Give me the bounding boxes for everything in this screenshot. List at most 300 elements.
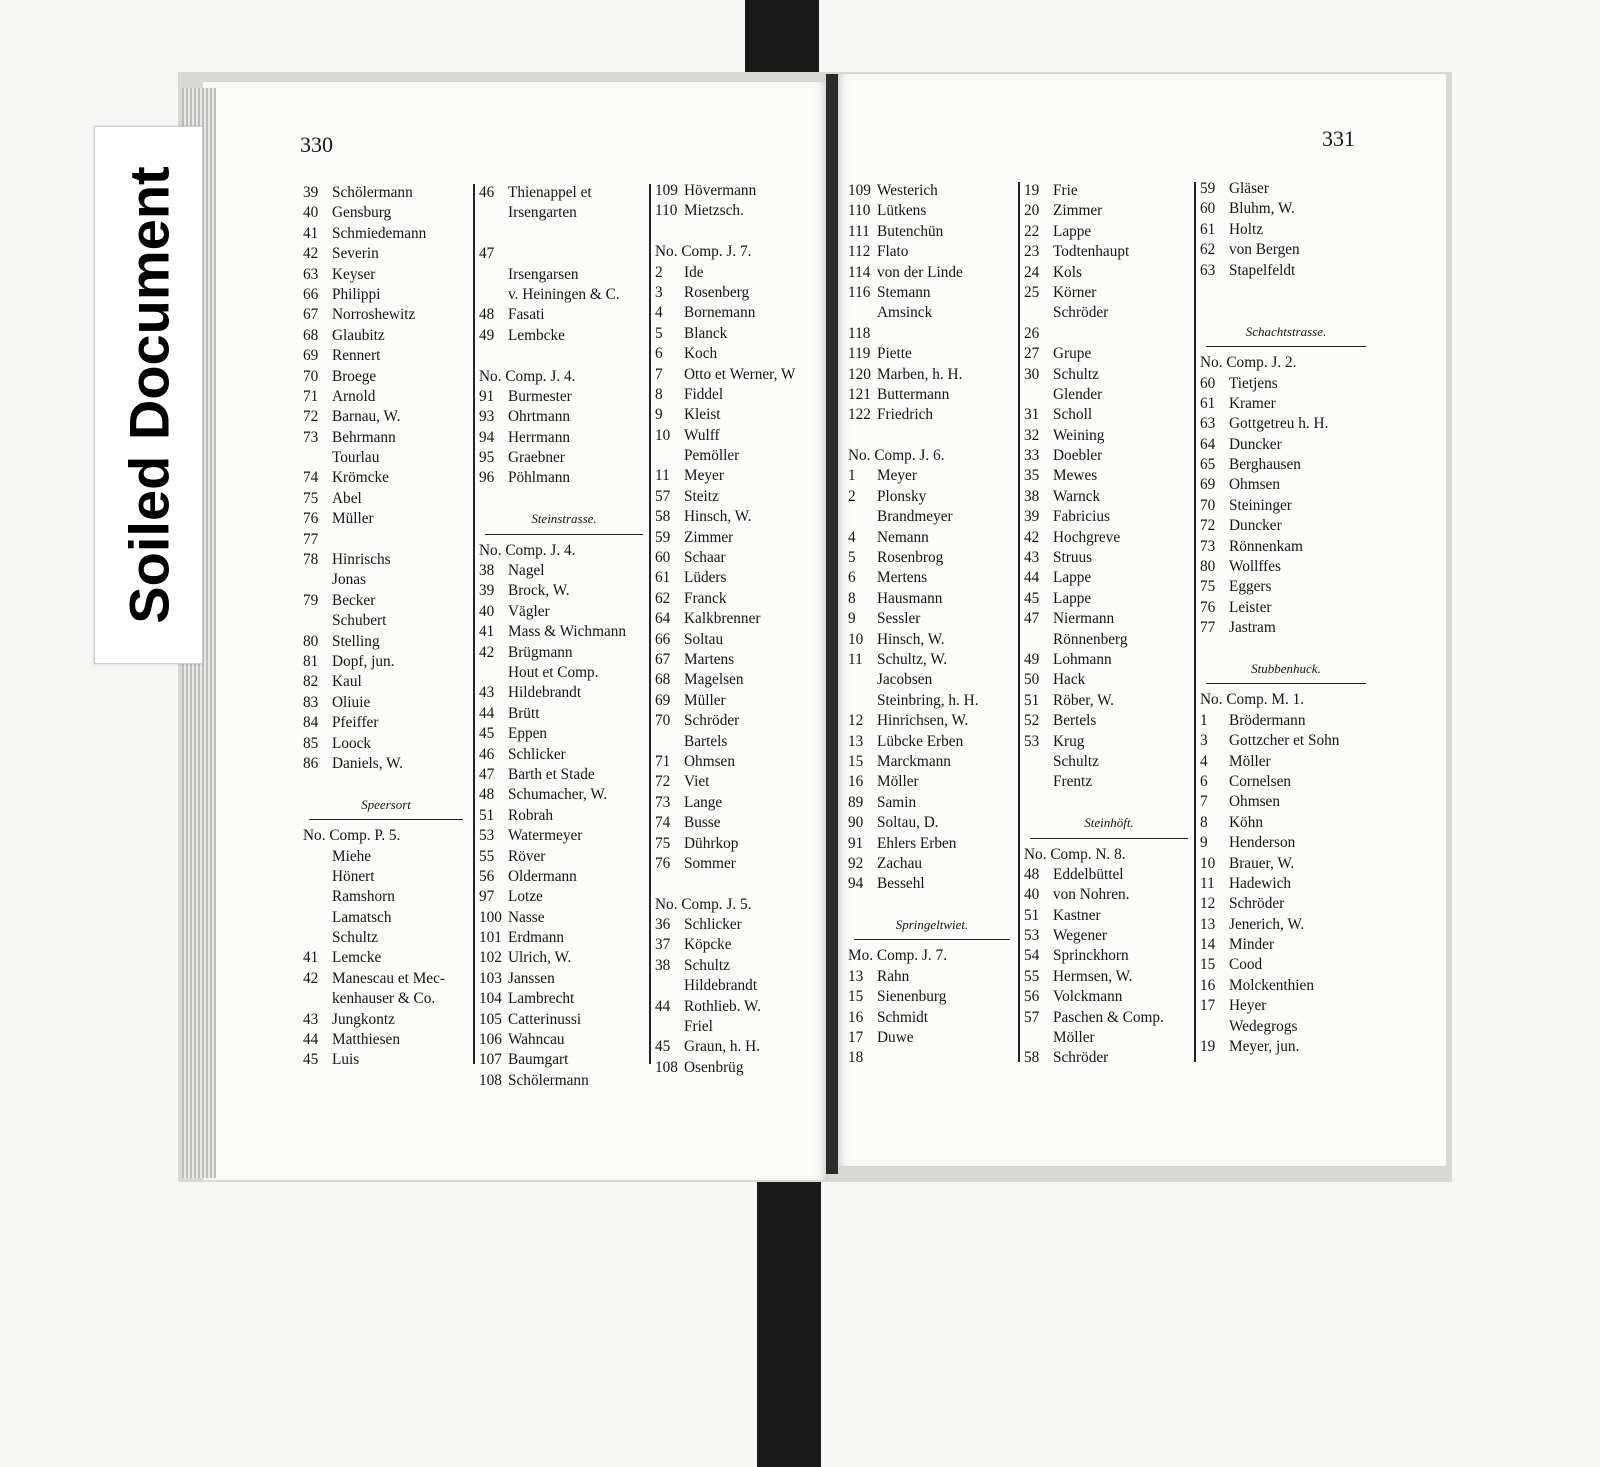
resident-name: Lappe — [1053, 589, 1092, 607]
house-number: 25 — [1024, 283, 1040, 301]
house-number: 81 — [303, 652, 319, 670]
house-number: 13 — [1200, 915, 1216, 933]
directory-entry — [479, 663, 649, 683]
house-number: 80 — [1200, 558, 1216, 576]
resident-name: Barnau, W. — [332, 408, 401, 426]
directory-entry — [1200, 618, 1372, 638]
resident-name: Meyer — [877, 467, 917, 485]
directory-entry — [1024, 446, 1194, 466]
resident-name: Philippi — [332, 285, 381, 303]
directory-entry — [1024, 589, 1194, 609]
directory-entry — [1024, 650, 1194, 670]
blank-line — [848, 895, 1016, 915]
blank-line — [1200, 639, 1372, 659]
house-number: 10 — [1200, 854, 1216, 872]
resident-name: Martens — [684, 650, 735, 668]
directory-entry — [848, 874, 1016, 894]
house-number: 31 — [1024, 406, 1040, 424]
directory-entry — [303, 1010, 469, 1030]
company-header: No. Comp. J. 5. — [655, 895, 752, 913]
resident-name: Kastner — [1053, 906, 1101, 924]
resident-name: Hout et Comp. — [508, 663, 599, 681]
section-rule — [1030, 838, 1188, 839]
resident-name: Stemann — [877, 283, 931, 301]
house-number: 39 — [1024, 508, 1040, 526]
directory-entry — [1200, 414, 1372, 434]
resident-name: Hildebrandt — [684, 977, 758, 995]
house-number: 69 — [303, 347, 319, 365]
resident-name: Warnck — [1053, 487, 1101, 505]
resident-name: Jungkontz — [332, 1010, 395, 1028]
resident-name: Eddelbüttel — [1053, 865, 1124, 883]
house-number: 71 — [655, 752, 671, 770]
house-number: 108 — [479, 1071, 502, 1089]
directory-entry — [1024, 691, 1194, 711]
directory-entry — [655, 263, 823, 283]
directory-entry — [303, 928, 469, 948]
section-rule — [1206, 683, 1366, 684]
directory-entry — [1200, 894, 1372, 914]
resident-name: Sommer — [684, 854, 736, 872]
directory-entry — [303, 948, 469, 968]
house-number: 85 — [303, 734, 319, 752]
resident-name: Struus — [1053, 549, 1093, 567]
house-number: 51 — [479, 806, 495, 824]
column-divider — [473, 184, 475, 1064]
house-number: 11 — [655, 467, 670, 485]
blank-line — [479, 489, 649, 509]
resident-name: Hinrichsen, W. — [877, 712, 969, 730]
directory-entry — [1200, 537, 1372, 557]
directory-entry — [303, 407, 469, 427]
directory-entry — [479, 387, 649, 407]
directory-entry — [303, 285, 469, 305]
resident-name: Schröder — [684, 712, 740, 730]
directory-entry — [655, 630, 823, 650]
resident-name: Soltau — [684, 630, 724, 648]
resident-name: Burmester — [508, 387, 572, 405]
house-number: 64 — [1200, 435, 1216, 453]
house-number: 51 — [1024, 906, 1040, 924]
resident-name: Berghausen — [1229, 456, 1301, 474]
directory-entry — [848, 365, 1016, 385]
directory-entry — [1200, 833, 1372, 853]
directory-entry — [848, 711, 1016, 731]
directory-entry — [655, 466, 823, 486]
house-number: 26 — [1024, 324, 1040, 342]
resident-name: Bertels — [1053, 712, 1097, 730]
house-number: 8 — [1200, 813, 1208, 831]
resident-name: Lütkens — [877, 202, 927, 220]
house-number: 118 — [848, 324, 871, 342]
resident-name: Krug — [1053, 732, 1085, 750]
house-number: 66 — [655, 630, 671, 648]
house-number: 43 — [1024, 549, 1040, 567]
house-number: 16 — [848, 1008, 864, 1026]
house-number: 48 — [1024, 865, 1040, 883]
directory-entry — [303, 1030, 469, 1050]
house-number: 74 — [655, 814, 671, 832]
house-number: 22 — [1024, 222, 1040, 240]
resident-name: Becker — [332, 591, 376, 609]
house-number: 73 — [1200, 537, 1216, 555]
directory-entry — [1024, 426, 1194, 446]
resident-name: Hildebrandt — [508, 684, 582, 702]
house-number: 75 — [1200, 578, 1216, 596]
resident-name: Schröder — [1229, 895, 1285, 913]
resident-name: Jastram — [1229, 619, 1276, 637]
directory-entry — [655, 813, 823, 833]
directory-entry — [303, 908, 469, 928]
house-number: 96 — [479, 469, 495, 487]
house-number: 14 — [1200, 936, 1216, 954]
directory-entry — [479, 407, 649, 427]
directory-entry — [655, 793, 823, 813]
directory-entry — [303, 509, 469, 529]
directory-entry — [1024, 365, 1194, 385]
resident-name: Molckenthien — [1229, 976, 1314, 994]
resident-name: Eppen — [508, 725, 548, 743]
resident-name: Brauer, W. — [1229, 854, 1295, 872]
soiled-document-label-text: Soiled Document — [117, 166, 180, 624]
resident-name: Magelsen — [684, 671, 744, 689]
directory-entry — [479, 561, 649, 581]
directory-entry — [479, 203, 649, 223]
directory-entry — [479, 1010, 649, 1030]
directory-entry — [303, 867, 469, 887]
page-number-right: 331 — [1322, 126, 1355, 151]
house-number: 70 — [655, 712, 671, 730]
house-number: 9 — [1200, 834, 1208, 852]
house-number: 3 — [655, 283, 663, 301]
house-number: 84 — [303, 714, 319, 732]
resident-name: Hinrischs — [332, 551, 391, 569]
resident-name: Rennert — [332, 347, 381, 365]
house-number: 73 — [303, 428, 319, 446]
house-number: 70 — [1200, 496, 1216, 514]
directory-entry — [1024, 1028, 1194, 1048]
house-number: 53 — [479, 827, 495, 845]
directory-entry — [848, 1028, 1016, 1048]
resident-name: Manescau et Mec- — [332, 969, 445, 987]
directory-entry — [303, 989, 469, 1009]
directory-entry — [1200, 792, 1372, 812]
resident-name: Broege — [332, 367, 377, 385]
house-number: 18 — [848, 1049, 864, 1067]
house-number: 39 — [303, 184, 319, 201]
directory-entry — [655, 201, 823, 221]
resident-name: Abel — [332, 489, 362, 507]
resident-name: Köhn — [1229, 813, 1263, 831]
resident-name: Brock, W. — [508, 582, 570, 600]
directory-entry — [303, 224, 469, 244]
house-number: 76 — [655, 854, 671, 872]
house-number: 76 — [1200, 598, 1216, 616]
resident-name: Miehe — [332, 847, 372, 865]
directory-entry — [1024, 987, 1194, 1007]
blank-line — [848, 426, 1016, 446]
directory-entry — [303, 887, 469, 907]
resident-name: Rosenberg — [684, 283, 750, 301]
resident-name: Friedrich — [877, 406, 934, 424]
directory-entry — [1024, 528, 1194, 548]
house-number: 69 — [655, 691, 671, 709]
house-number: 12 — [848, 712, 864, 730]
resident-name: Zimmer — [1053, 202, 1103, 220]
directory-entry — [848, 303, 1016, 323]
house-number: 112 — [848, 243, 871, 261]
directory-entry — [1024, 670, 1194, 690]
resident-name: Gläser — [1229, 180, 1269, 197]
company-header: No. Comp. J. 4. — [479, 541, 576, 559]
directory-entry — [1200, 1017, 1372, 1037]
house-number: 52 — [1024, 712, 1040, 730]
directory-entry — [479, 928, 649, 948]
resident-name: Hermsen, W. — [1053, 967, 1133, 985]
section-rule — [309, 819, 463, 820]
directory-entry — [1024, 344, 1194, 364]
house-number: 16 — [848, 773, 864, 791]
street-heading: Schachtstrasse. — [1245, 323, 1327, 339]
house-number: 7 — [1200, 793, 1208, 811]
directory-entry — [655, 711, 823, 731]
street-heading: Steinhöft. — [1084, 815, 1134, 831]
directory-entry — [303, 203, 469, 223]
resident-name: Mass & Wichmann — [508, 623, 627, 641]
resident-name: Schultz — [684, 956, 730, 974]
resident-name: Janssen — [508, 969, 555, 987]
house-number: 73 — [655, 793, 671, 811]
resident-name: Heyer — [1229, 997, 1267, 1015]
house-number: 32 — [1024, 426, 1040, 444]
directory-entry — [303, 713, 469, 733]
directory-entry — [479, 887, 649, 907]
resident-name: Nemann — [877, 528, 929, 546]
house-number: 62 — [655, 589, 671, 607]
resident-name: Schölermann — [508, 1071, 589, 1089]
house-number: 15 — [848, 988, 864, 1006]
house-number: 91 — [479, 387, 495, 405]
resident-name: Ohmsen — [1229, 476, 1280, 494]
company-header: No. Comp. J. 6. — [848, 447, 945, 465]
house-number: 45 — [479, 725, 495, 743]
directory-entry — [1200, 261, 1372, 281]
house-number: 35 — [1024, 467, 1040, 485]
house-number: 80 — [303, 632, 319, 650]
resident-name: Todtenhaupt — [1053, 243, 1130, 261]
blank-line — [1024, 793, 1194, 813]
house-number: 45 — [1024, 589, 1040, 607]
house-number: 37 — [655, 936, 671, 954]
resident-name: Wulff — [684, 426, 720, 444]
directory-entry — [479, 1030, 649, 1050]
house-number: 13 — [848, 732, 864, 750]
house-number: 7 — [655, 365, 663, 383]
directory-entry — [479, 622, 649, 642]
house-number: 89 — [848, 793, 864, 811]
directory-entry — [1200, 516, 1372, 536]
house-number: 46 — [479, 184, 495, 201]
directory-entry — [655, 324, 823, 344]
resident-name: Osenbrüg — [684, 1058, 744, 1076]
resident-name: Wollffes — [1229, 558, 1282, 576]
directory-entry — [1024, 283, 1194, 303]
house-number: 61 — [1200, 220, 1216, 238]
directory-entry — [479, 683, 649, 703]
house-number: 82 — [303, 673, 319, 691]
resident-name: Henderson — [1229, 834, 1296, 852]
house-number: 13 — [848, 967, 864, 985]
house-number: 97 — [479, 888, 495, 906]
resident-name: Kramer — [1229, 394, 1276, 412]
resident-name: Piette — [877, 345, 912, 363]
house-number: 103 — [479, 969, 502, 987]
company-header: No. Comp. J. 2. — [1200, 354, 1297, 372]
resident-name: Bornemann — [684, 304, 756, 322]
resident-name: Marckmann — [877, 752, 951, 770]
directory-entry — [848, 1048, 1016, 1068]
directory-entry — [1200, 220, 1372, 240]
resident-name: Schultz — [1053, 752, 1099, 770]
house-number: 33 — [1024, 447, 1040, 465]
resident-name: Glaubitz — [332, 326, 385, 344]
street-heading: Steinstrasse. — [531, 511, 597, 527]
house-number: 110 — [655, 202, 678, 220]
directory-entry — [1200, 577, 1372, 597]
resident-name: Lappe — [1053, 222, 1092, 240]
house-number: 43 — [303, 1010, 319, 1028]
house-number: 60 — [1200, 374, 1216, 392]
resident-name: Ramshorn — [332, 888, 395, 906]
directory-column-6 — [1200, 179, 1372, 1057]
resident-name: Hönert — [332, 867, 375, 885]
house-number: 53 — [1024, 732, 1040, 750]
blank-line — [655, 874, 823, 894]
directory-entry — [1200, 854, 1372, 874]
directory-entry — [1024, 324, 1194, 344]
house-number: 9 — [655, 406, 663, 424]
house-number: 116 — [848, 283, 871, 301]
directory-entry — [1024, 630, 1194, 650]
house-number: 119 — [848, 345, 871, 363]
house-number: 77 — [303, 530, 319, 548]
directory-entry — [848, 834, 1016, 854]
house-number: 56 — [479, 867, 495, 885]
directory-entry — [848, 1008, 1016, 1028]
resident-name: Thienappel et — [508, 184, 592, 201]
resident-name: Catterinussi — [508, 1010, 582, 1028]
resident-name: Pöhlmann — [508, 469, 571, 487]
resident-name: Lambrecht — [508, 990, 575, 1008]
directory-entry — [655, 854, 823, 874]
resident-name: Marben, h. H. — [877, 365, 963, 383]
house-number: 94 — [479, 428, 495, 446]
house-number: 41 — [303, 224, 319, 242]
resident-name: Erdmann — [508, 929, 565, 947]
house-number: 66 — [303, 285, 319, 303]
directory-entry — [1200, 752, 1372, 772]
street-heading: Speersort — [361, 796, 411, 812]
house-number: 68 — [655, 671, 671, 689]
resident-name: Samin — [877, 793, 917, 811]
resident-name: Hochgreve — [1053, 528, 1121, 546]
directory-entry — [479, 326, 649, 346]
section-rule — [854, 939, 1010, 940]
house-number: 48 — [479, 306, 495, 324]
house-number: 93 — [479, 408, 495, 426]
resident-name: Jonas — [332, 571, 366, 589]
house-number: 60 — [655, 549, 671, 567]
directory-entry — [655, 1017, 823, 1037]
company-header: No. Comp. J. 4. — [479, 367, 576, 385]
house-number: 56 — [1024, 988, 1040, 1006]
resident-name: Oliuie — [332, 693, 371, 711]
resident-name: Brügmann — [508, 643, 573, 661]
house-number: 6 — [655, 345, 663, 363]
house-number: 51 — [1024, 691, 1040, 709]
resident-name: Sienenburg — [877, 988, 947, 1006]
directory-entry — [303, 448, 469, 468]
directory-column-2 — [479, 183, 649, 1091]
house-number: 38 — [479, 562, 495, 580]
directory-entry — [1024, 222, 1194, 242]
street-heading: Springeltwiet. — [895, 917, 969, 933]
resident-name: Stelling — [332, 632, 380, 650]
resident-name: Röber, W. — [1053, 691, 1115, 709]
house-number: 91 — [848, 834, 864, 852]
house-number: 2 — [848, 487, 856, 505]
house-number: 67 — [655, 650, 671, 668]
house-number: 100 — [479, 908, 502, 926]
directory-entry — [848, 548, 1016, 568]
column-divider — [1194, 182, 1196, 1062]
directory-entry — [848, 813, 1016, 833]
house-number: 36 — [655, 916, 671, 934]
directory-entry — [1024, 548, 1194, 568]
resident-name: Bluhm, W. — [1229, 200, 1295, 218]
directory-entry — [655, 405, 823, 425]
house-number: 95 — [479, 449, 495, 467]
house-number: 69 — [1200, 476, 1216, 494]
resident-name: Doebler — [1053, 447, 1103, 465]
directory-entry — [303, 387, 469, 407]
house-number: 47 — [1024, 610, 1040, 628]
house-number: 90 — [848, 814, 864, 832]
house-number: 55 — [479, 847, 495, 865]
directory-entry — [1024, 732, 1194, 752]
house-number: 109 — [655, 182, 678, 199]
house-number: 94 — [848, 875, 864, 893]
directory-entry — [848, 344, 1016, 364]
resident-name: Niermann — [1053, 610, 1115, 628]
directory-entry — [479, 183, 649, 203]
house-number: 108 — [655, 1058, 678, 1076]
scan-strip-bottom — [757, 1176, 821, 1467]
directory-entry — [1024, 906, 1194, 926]
house-number: 17 — [1200, 997, 1216, 1015]
directory-entry — [655, 528, 823, 548]
directory-entry — [479, 806, 649, 826]
directory-entry — [479, 285, 649, 305]
directory-entry — [479, 1071, 649, 1091]
directory-entry — [1024, 946, 1194, 966]
directory-entry — [479, 724, 649, 744]
resident-name: Ulrich, W. — [508, 949, 572, 967]
directory-entry — [303, 1050, 469, 1070]
house-number: 2 — [655, 263, 663, 281]
house-number: 50 — [1024, 671, 1040, 689]
house-number: 58 — [655, 508, 671, 526]
